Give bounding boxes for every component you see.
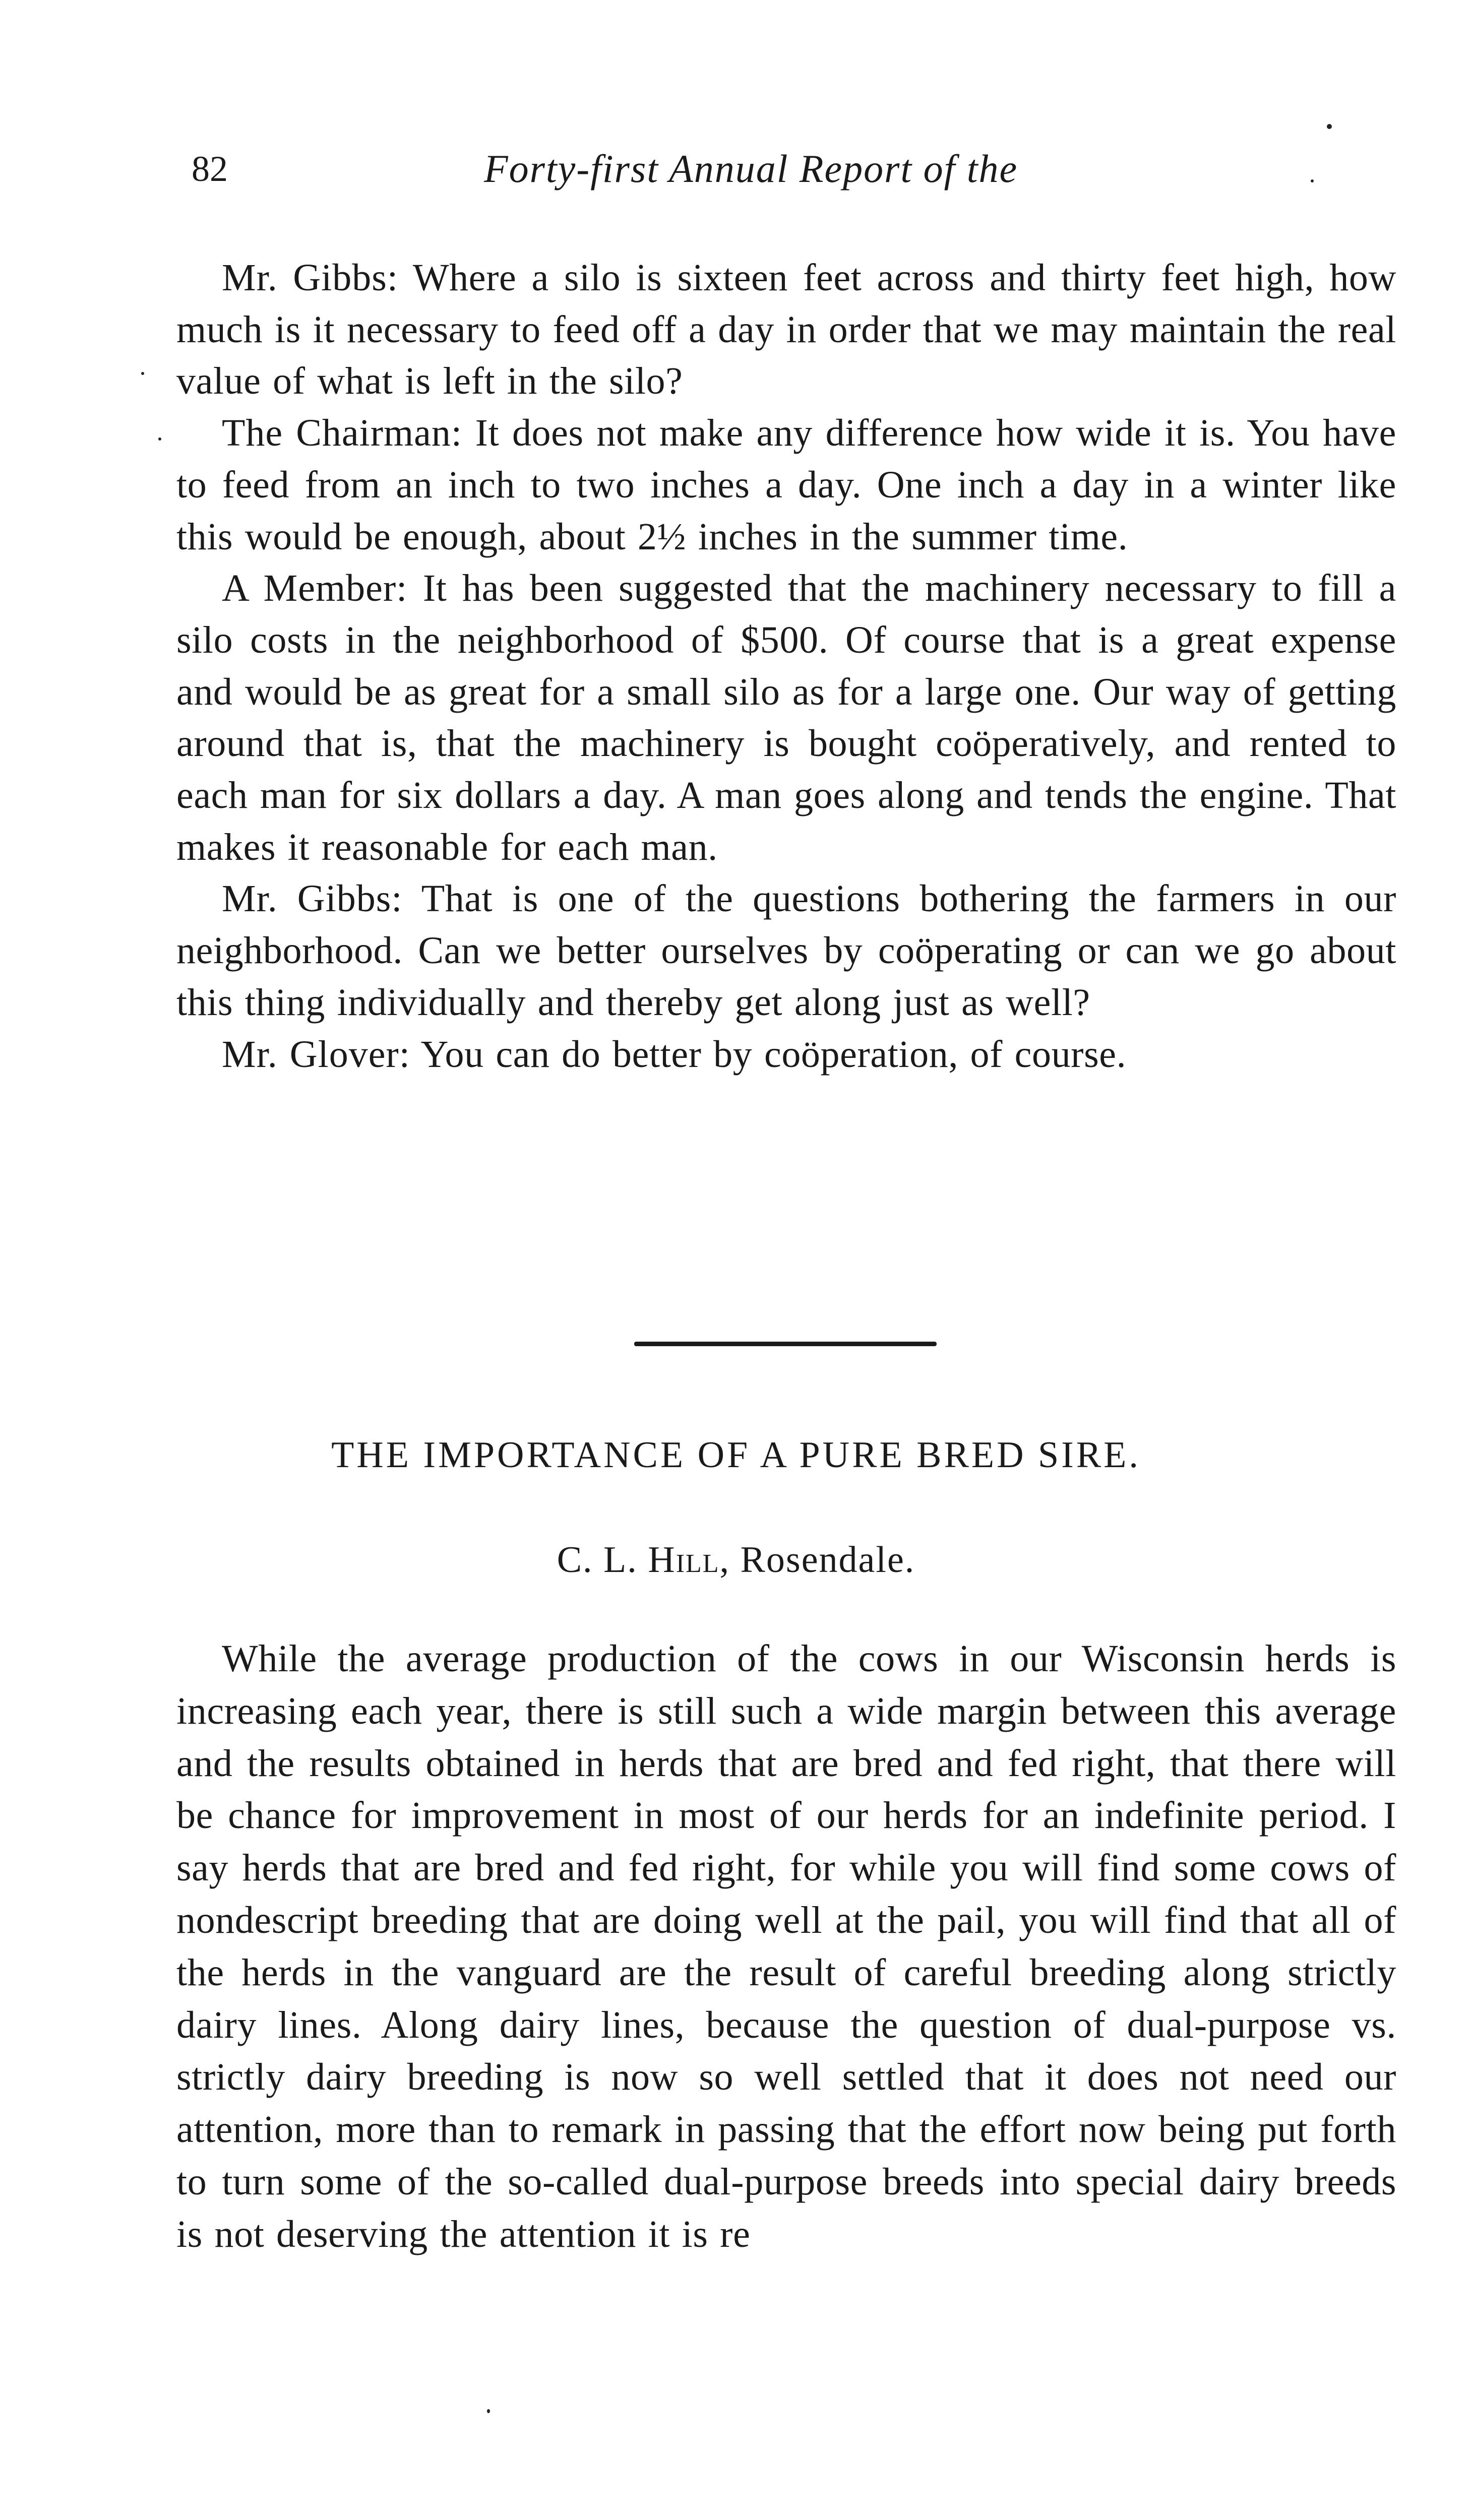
author-surname: Hill, bbox=[648, 1539, 730, 1581]
scan-speck bbox=[141, 372, 144, 375]
discussion-paragraph bbox=[176, 873, 1396, 1028]
speech-text: That is one of the questions bothering the farmers in our neighborhood. Can we better ourselves by coöperating or can we go about this thing individually and thereby get along just as well? bbox=[176, 877, 1396, 1024]
author-place: Rosendale. bbox=[740, 1539, 915, 1581]
article-byline bbox=[0, 1532, 1472, 1588]
speech-text: It has been suggested that the machinery necessary to fill a silo costs in the neighborhood of $500. Of course that is a great expense and would be as great for a small silo as for a large one. Our way of getting around that is, that the machinery is bought coöperatively, and rented to each man for six dollars a day. A man goes along and tends the engine. That makes it reasonable for each man. bbox=[176, 567, 1396, 868]
speech-text: It does not make any difference how wide it is. You have to feed from an inch to two inches a day. One inch a day in a winter like this would be enough, about 2½ inches in the summer time. bbox=[176, 412, 1396, 558]
section-divider bbox=[634, 1342, 937, 1346]
speech-text: You can do better by coöperation, of course. bbox=[420, 1033, 1127, 1076]
speaker-label: Mr. Glover: bbox=[222, 1033, 410, 1076]
scan-speck bbox=[158, 437, 161, 440]
article-title: THE IMPORTANCE OF A PURE BRED SIRE. bbox=[331, 1434, 1141, 1476]
running-head: Forty-first Annual Report of the bbox=[484, 147, 1018, 191]
speaker-label: The Chairman: bbox=[222, 412, 463, 455]
scan-speck bbox=[1327, 124, 1332, 129]
discussion-paragraph bbox=[176, 562, 1396, 873]
speaker-label: A Member: bbox=[222, 567, 408, 610]
speaker-label: Mr. Gibbs: bbox=[222, 257, 398, 299]
article-body bbox=[176, 1633, 1396, 2261]
body-paragraph: While the average production of the cows in our Wisconsin herds is increasing each year, there is still such a wide margin between this average and the results obtained in herds that are bred and fed right, that there will be chance for improvement in most of our herds for an indefinite period. I say herds that are bred and fed right, for while you will find some cows of nondescript breeding that are doing well at the pail, you will find that all of the herds in the vanguard are the result of careful breeding along strictly dairy lines. Along dairy lines, because the question of dual-purpose vs. strictly dairy breeding is now so well settled that it does not need our attention, more than to remark in passing that the effort now being put forth to turn some of the so-called dual-purpose breeds into special dairy breeds is not deserving the attention it is re bbox=[176, 1637, 1396, 2255]
scan-speck bbox=[487, 2409, 490, 2413]
scan-speck bbox=[1311, 179, 1314, 182]
discussion-paragraph bbox=[176, 1029, 1396, 1081]
speaker-label: Mr. Gibbs: bbox=[222, 877, 403, 920]
page-number: 82 bbox=[192, 149, 228, 189]
author-initials: C. L. bbox=[557, 1539, 638, 1581]
discussion-section bbox=[176, 252, 1396, 1080]
discussion-paragraph bbox=[176, 407, 1396, 562]
speech-text: Where a silo is sixteen feet across and thirty feet high, how much is it necessary to feed off a day in order that we may maintain the real value of what is left in the silo? bbox=[176, 257, 1397, 403]
discussion-paragraph bbox=[176, 252, 1396, 407]
page-header bbox=[192, 141, 1391, 197]
